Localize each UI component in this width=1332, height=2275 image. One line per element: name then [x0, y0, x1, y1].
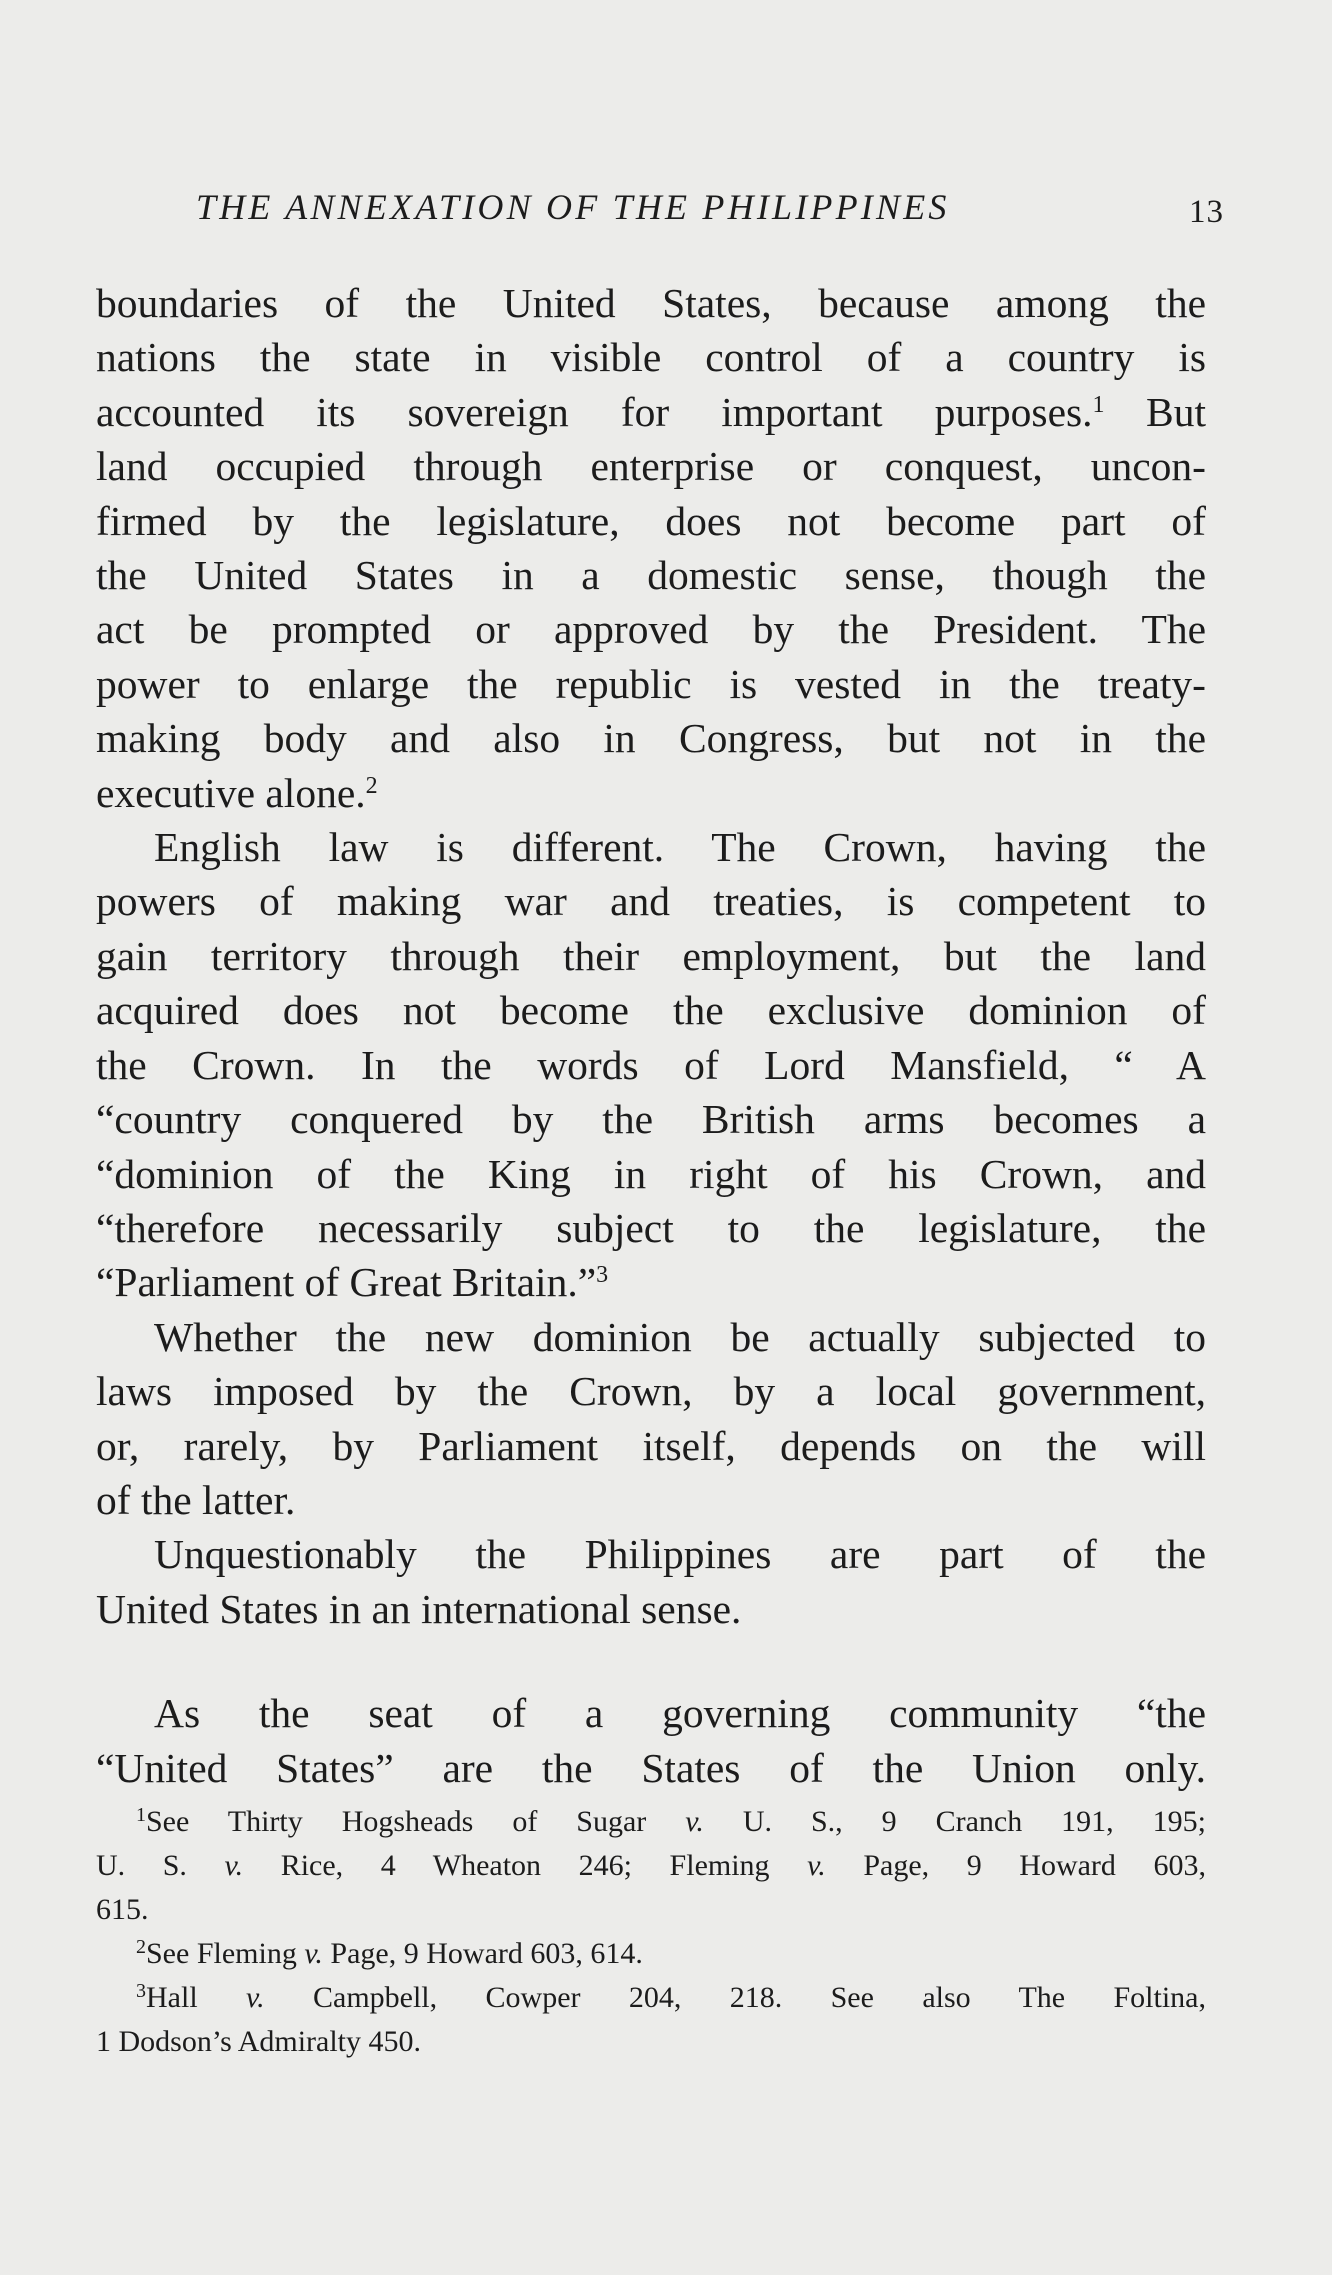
- text-segment: See Fleming: [146, 1937, 305, 1970]
- text-line: United States in an international sense.: [96, 1585, 742, 1632]
- text-line: “country conquered by the British arms becomes a: [96, 1096, 1206, 1143]
- text-line: “dominion of the King in right of his Crown, and: [96, 1150, 1206, 1197]
- footnote-2: [96, 1932, 1206, 1976]
- text-segment: Rice, 4 Wheaton 246; Fleming: [243, 1849, 808, 1882]
- page-number: 13: [1189, 194, 1224, 230]
- text-segment: U. S., 9 Cranch 191, 195;: [703, 1805, 1206, 1838]
- text-segment: accounted its sovereign for important purposes.: [96, 388, 1093, 435]
- text-line: boundaries of the United States, because among the: [96, 280, 1206, 326]
- text-segment: v.: [807, 1849, 826, 1882]
- text-segment: Hall: [146, 1981, 247, 2014]
- text-line: “United States” are the States of the Union only.: [96, 1744, 1206, 1791]
- text-segment: [1105, 389, 1147, 435]
- footnote-line: 615.: [96, 1893, 149, 1926]
- footnotes: [96, 1800, 1206, 2064]
- text-line: Whether the new dominion be actually subjected to: [154, 1313, 1206, 1360]
- body-text: [96, 276, 1206, 1795]
- footnote-line: 1 Dodson’s Admiralty 450.: [96, 2025, 422, 2058]
- text-segment: executive alone.: [96, 769, 366, 816]
- text-segment: Campbell, Cowper 204, 218. See also The Foltina,: [264, 1981, 1206, 2014]
- text-line: or, rarely, by Parliament itself, depends on the will: [96, 1422, 1206, 1469]
- text-line: laws imposed by the Crown, by a local government,: [96, 1368, 1206, 1415]
- text-segment: v.: [304, 1937, 323, 1970]
- text-segment: v.: [246, 1981, 265, 2014]
- footnote-3: [96, 1976, 1206, 2064]
- text-line: making body and also in Congress, but not in the: [96, 715, 1206, 762]
- text-line: of the latter.: [96, 1476, 296, 1523]
- paragraph-1: [96, 276, 1206, 820]
- paragraph-5: [96, 1686, 1206, 1795]
- text-line: firmed by the legislature, does not become part of: [96, 497, 1206, 544]
- footnote-mark: 1: [136, 1804, 146, 1826]
- running-title: THE ANNEXATION OF THE PHILIPPINES: [196, 187, 950, 227]
- text-segment: Page, 9 Howard 603,: [825, 1849, 1206, 1882]
- footnote-line: [96, 1976, 1206, 2020]
- paragraph-3: [96, 1310, 1206, 1528]
- footnote-line: [96, 1800, 1206, 1844]
- text-line: English law is different. The Crown, having the: [154, 824, 1206, 871]
- text-line: acquired does not become the exclusive dominion of: [96, 987, 1206, 1034]
- text-line: “therefore necessarily subject to the legislature, the: [96, 1204, 1206, 1251]
- text-segment: v.: [224, 1849, 244, 1882]
- text-line: As the seat of a governing community “the: [154, 1690, 1206, 1737]
- text-segment: U. S.: [96, 1849, 225, 1882]
- text-segment: But: [1146, 388, 1206, 435]
- footnote-line: [96, 1844, 1206, 1888]
- text-segment: See Thirty Hogsheads of Sugar: [146, 1805, 686, 1838]
- text-line: [96, 766, 1206, 820]
- paragraph-4: [96, 1527, 1206, 1636]
- footnote-mark: 2: [136, 1936, 146, 1958]
- text-line: gain territory through their employment, but the land: [96, 932, 1206, 979]
- text-line: the Crown. In the words of Lord Mansfield, “ A: [96, 1041, 1206, 1088]
- text-segment: “Parliament of Great Britain.”: [96, 1259, 597, 1306]
- text-segment: v.: [685, 1805, 704, 1838]
- text-line: nations the state in visible control of a country is: [96, 334, 1206, 381]
- text-line: [96, 1255, 1206, 1309]
- footnote-line: [96, 1932, 1206, 1976]
- paragraph-2: [96, 820, 1206, 1310]
- text-segment: Page, 9 Howard 603, 614.: [322, 1937, 643, 1970]
- text-line: Unquestionably the Philippines are part of the: [154, 1531, 1206, 1578]
- text-line: [96, 385, 1206, 439]
- text-line: powers of making war and treaties, is competent to: [96, 878, 1206, 925]
- text-line: the United States in a domestic sense, though the: [96, 552, 1206, 599]
- text-line: act be prompted or approved by the President. The: [96, 606, 1206, 653]
- footnote-ref: 2: [365, 772, 378, 799]
- footnote-mark: 3: [136, 1980, 146, 2002]
- footnote-ref: 3: [596, 1262, 609, 1289]
- running-head: [96, 186, 1224, 242]
- footnote-ref: 1: [1092, 391, 1105, 418]
- footnote-1: [96, 1800, 1206, 1932]
- text-line: land occupied through enterprise or conquest, uncon-: [96, 443, 1206, 490]
- text-line: power to enlarge the republic is vested in the treaty-: [96, 660, 1206, 707]
